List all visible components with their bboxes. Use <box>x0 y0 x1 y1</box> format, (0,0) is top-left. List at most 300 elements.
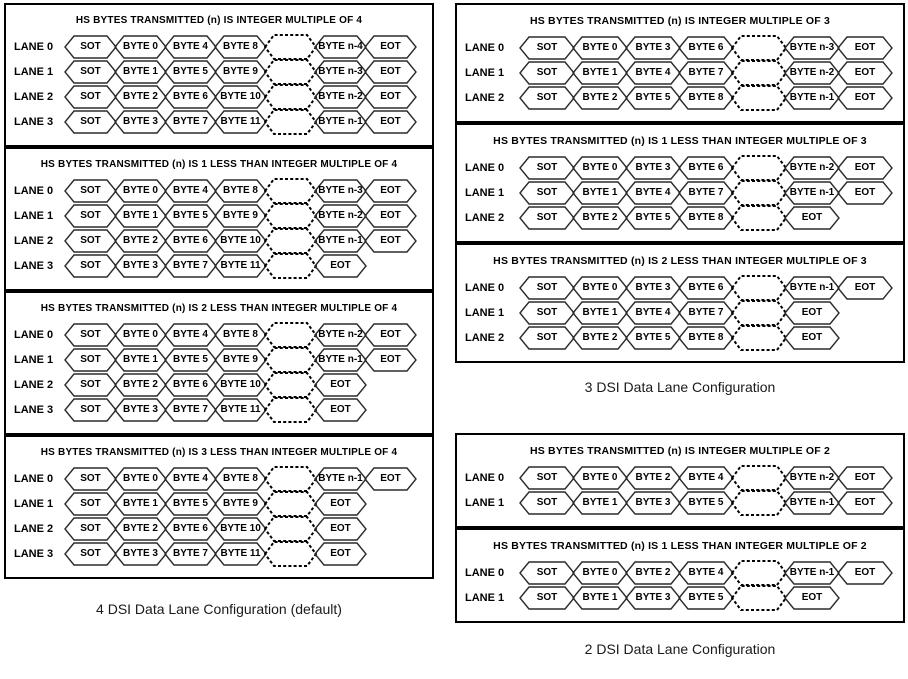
byte-cell <box>164 204 217 228</box>
eot-cell <box>364 85 417 109</box>
cell-label: BYTE 10 <box>220 379 261 390</box>
lane-cells <box>64 35 417 59</box>
cell-label: BYTE 3 <box>635 592 671 603</box>
sot-cell <box>64 204 117 228</box>
cell-label: BYTE 9 <box>222 66 258 77</box>
lane-cells <box>519 301 840 325</box>
cell-label: SOT <box>536 567 558 578</box>
group-caption: 3 DSI Data Lane Configuration <box>584 379 776 395</box>
lane-label: LANE 2 <box>465 211 505 224</box>
sot-cell <box>64 517 117 541</box>
gap-cell <box>731 586 787 610</box>
cell-label: BYTE n-1 <box>789 497 835 508</box>
byte-cell <box>678 586 734 610</box>
lane-label: LANE 0 <box>14 40 54 53</box>
cell-label: EOT <box>380 116 401 127</box>
gap-cell <box>731 61 787 85</box>
lane-cells <box>519 36 893 60</box>
cell-label: BYTE 1 <box>122 354 158 365</box>
cell-label: BYTE n-2 <box>318 329 363 340</box>
gap-cell <box>731 561 787 585</box>
lane-row <box>457 35 903 60</box>
lane-row <box>6 178 432 203</box>
lane-row <box>6 253 432 278</box>
cell-label <box>264 517 317 541</box>
cell-label: BYTE 4 <box>172 185 208 196</box>
cell-label: BYTE 6 <box>172 523 208 534</box>
cell-label: BYTE 4 <box>635 187 671 198</box>
cell-label: BYTE 2 <box>582 92 618 103</box>
cell-label: BYTE 2 <box>122 91 158 102</box>
gap-cell <box>264 398 317 422</box>
cell-label: SOT <box>80 260 101 271</box>
group-caption: 2 DSI Data Lane Configuration <box>584 641 776 657</box>
cell-label <box>731 301 787 325</box>
byte-cell <box>114 467 167 491</box>
cell-label: BYTE 2 <box>635 567 671 578</box>
byte-cell <box>164 110 217 134</box>
byte-cell <box>572 276 628 300</box>
cell-label: SOT <box>80 329 101 340</box>
byte-cell <box>572 561 628 585</box>
byte-cell <box>572 491 628 515</box>
lane-cells <box>64 229 417 253</box>
eot-cell <box>364 179 417 203</box>
cell-label: BYTE 3 <box>635 282 671 293</box>
cell-label <box>731 181 787 205</box>
cell-label: EOT <box>380 91 401 102</box>
cell-label: SOT <box>80 498 101 509</box>
cell-label: BYTE 0 <box>122 41 158 52</box>
byte-cell <box>678 276 734 300</box>
cell-label: BYTE 5 <box>172 498 208 509</box>
byte-cell <box>214 373 267 397</box>
lane-label: LANE 2 <box>465 91 505 104</box>
cell-label: EOT <box>380 329 401 340</box>
timing-panel <box>455 433 905 528</box>
lane-row <box>457 205 903 230</box>
eot-cell <box>364 467 417 491</box>
gap-cell <box>264 373 317 397</box>
cell-label: SOT <box>536 42 558 53</box>
byte-cell <box>678 61 734 85</box>
lane-cells <box>64 323 417 347</box>
gap-cell <box>264 348 317 372</box>
cell-label: BYTE 7 <box>172 548 208 559</box>
byte-cell <box>114 179 167 203</box>
panel-title: HS BYTES TRANSMITTED (n) IS INTEGER MULTIPLE OF 4 <box>75 15 363 26</box>
cell-label <box>264 542 317 566</box>
lane-cells <box>64 492 367 516</box>
cell-label: BYTE 6 <box>172 235 208 246</box>
cell-label <box>264 35 317 59</box>
byte-cell <box>314 110 367 134</box>
cell-label: EOT <box>380 185 401 196</box>
cell-label: SOT <box>536 67 558 78</box>
cell-label <box>264 467 317 491</box>
lane-cells <box>519 466 893 490</box>
panel-title: HS BYTES TRANSMITTED (n) IS INTEGER MULTIPLE OF 2 <box>529 445 831 457</box>
byte-cell <box>314 60 367 84</box>
lane-cells <box>64 110 417 134</box>
cell-label: BYTE n-4 <box>318 41 363 52</box>
lane-row <box>6 109 432 134</box>
gap-cell <box>264 542 317 566</box>
cell-label: BYTE 8 <box>688 332 724 343</box>
byte-cell <box>114 35 167 59</box>
lane-row <box>457 60 903 85</box>
byte-cell <box>164 373 217 397</box>
cell-label: EOT <box>380 41 401 52</box>
byte-cell <box>164 542 217 566</box>
cell-label: BYTE 1 <box>582 187 618 198</box>
column-4-lane-config <box>4 3 434 617</box>
byte-cell <box>572 301 628 325</box>
byte-cell <box>164 398 217 422</box>
cell-label <box>264 204 317 228</box>
cell-label: BYTE 0 <box>582 282 618 293</box>
lane-row <box>457 180 903 205</box>
byte-cell <box>114 110 167 134</box>
sot-cell <box>64 110 117 134</box>
eot-cell <box>314 517 367 541</box>
byte-cell <box>114 373 167 397</box>
cell-label: BYTE 4 <box>172 329 208 340</box>
lane-row <box>6 59 432 84</box>
cell-label: BYTE 8 <box>222 329 258 340</box>
lane-row <box>457 325 903 350</box>
cell-label: BYTE 2 <box>122 235 158 246</box>
lane-row <box>457 85 903 110</box>
cell-label: BYTE 4 <box>688 472 724 483</box>
cell-label: BYTE 2 <box>582 212 618 223</box>
byte-cell <box>214 60 267 84</box>
byte-cell <box>114 492 167 516</box>
lane-row <box>6 347 432 372</box>
byte-cell <box>625 86 681 110</box>
lane-cells <box>519 276 893 300</box>
cell-label: BYTE 8 <box>222 473 258 484</box>
cell-label: EOT <box>854 162 876 173</box>
byte-cell <box>114 204 167 228</box>
cell-label: EOT <box>330 379 351 390</box>
cell-label: BYTE 3 <box>635 42 671 53</box>
eot-cell <box>837 36 893 60</box>
byte-cell <box>164 35 217 59</box>
gap-cell <box>731 36 787 60</box>
byte-cell <box>314 229 367 253</box>
cell-label: BYTE 9 <box>222 498 258 509</box>
cell-label: BYTE 8 <box>688 92 724 103</box>
cell-label: BYTE 1 <box>582 592 618 603</box>
eot-cell <box>364 60 417 84</box>
byte-cell <box>114 254 167 278</box>
lane-cells <box>519 491 893 515</box>
lane-label: LANE 0 <box>465 471 505 484</box>
lane-label: LANE 0 <box>14 472 54 485</box>
cell-label: SOT <box>536 92 558 103</box>
lane-cells <box>519 61 893 85</box>
cell-label: BYTE 11 <box>220 548 261 559</box>
lane-label: LANE 3 <box>14 547 54 560</box>
cell-label: EOT <box>854 497 876 508</box>
cell-label: BYTE 0 <box>122 473 158 484</box>
cell-label: SOT <box>536 592 558 603</box>
byte-cell <box>784 276 840 300</box>
byte-cell <box>572 586 628 610</box>
gap-cell <box>731 301 787 325</box>
cell-label <box>731 326 787 350</box>
cell-label <box>731 491 787 515</box>
cell-label <box>731 586 787 610</box>
sot-cell <box>64 323 117 347</box>
cell-label: BYTE n-1 <box>789 187 835 198</box>
byte-cell <box>572 181 628 205</box>
cell-label: BYTE 5 <box>635 332 671 343</box>
cell-label: EOT <box>330 260 351 271</box>
sot-cell <box>64 179 117 203</box>
panel-title: HS BYTES TRANSMITTED (n) IS 1 LESS THAN INTEGER MULTIPLE OF 2 <box>493 540 867 552</box>
byte-cell <box>625 561 681 585</box>
byte-cell <box>214 85 267 109</box>
gap-cell <box>731 181 787 205</box>
byte-cell <box>164 254 217 278</box>
cell-label <box>731 36 787 60</box>
cell-label: SOT <box>536 472 558 483</box>
sot-cell <box>519 491 575 515</box>
gap-cell <box>264 204 317 228</box>
cell-label <box>264 110 317 134</box>
byte-cell <box>164 348 217 372</box>
sot-cell <box>519 61 575 85</box>
gap-cell <box>264 179 317 203</box>
cell-label: SOT <box>80 404 101 415</box>
lane-row <box>6 322 432 347</box>
byte-cell <box>214 35 267 59</box>
sot-cell <box>64 373 117 397</box>
sot-cell <box>64 60 117 84</box>
byte-cell <box>314 204 367 228</box>
cell-label: BYTE n-2 <box>318 91 363 102</box>
eot-cell <box>837 61 893 85</box>
sot-cell <box>519 301 575 325</box>
byte-cell <box>625 181 681 205</box>
eot-cell <box>364 348 417 372</box>
cell-label: BYTE 6 <box>688 282 724 293</box>
timing-panel <box>455 528 905 623</box>
byte-cell <box>572 466 628 490</box>
cell-label: BYTE n-2 <box>789 162 835 173</box>
byte-cell <box>625 491 681 515</box>
cell-label: BYTE 2 <box>122 379 158 390</box>
gap-cell <box>731 491 787 515</box>
cell-label: SOT <box>536 162 558 173</box>
lane-row <box>6 84 432 109</box>
eot-cell <box>364 204 417 228</box>
cell-label: BYTE 3 <box>122 404 158 415</box>
cell-label: BYTE 1 <box>582 307 618 318</box>
panel-title: HS BYTES TRANSMITTED (n) IS 1 LESS THAN INTEGER MULTIPLE OF 3 <box>493 135 867 147</box>
lane-label: LANE 0 <box>465 161 505 174</box>
byte-cell <box>214 467 267 491</box>
lane-label: LANE 2 <box>14 90 54 103</box>
byte-cell <box>164 179 217 203</box>
lane-row <box>457 275 903 300</box>
lane-row <box>457 585 903 610</box>
group-2-dsi-lanes <box>455 433 905 657</box>
byte-cell <box>314 467 367 491</box>
cell-label: EOT <box>854 282 876 293</box>
lane-row <box>457 490 903 515</box>
cell-label: BYTE n-1 <box>789 567 835 578</box>
cell-label: BYTE 5 <box>172 354 208 365</box>
cell-label: BYTE 0 <box>122 329 158 340</box>
cell-label: BYTE n-3 <box>789 42 835 53</box>
cell-label: SOT <box>536 307 558 318</box>
byte-cell <box>784 561 840 585</box>
cell-label: BYTE n-3 <box>318 66 363 77</box>
sot-cell <box>64 542 117 566</box>
cell-label <box>731 561 787 585</box>
timing-panel <box>4 291 434 435</box>
cell-label: BYTE 6 <box>688 42 724 53</box>
cell-label: EOT <box>380 473 401 484</box>
cell-label: BYTE 3 <box>122 260 158 271</box>
lane-cells <box>519 206 840 230</box>
cell-label: SOT <box>80 379 101 390</box>
gap-cell <box>264 254 317 278</box>
eot-cell <box>364 35 417 59</box>
byte-cell <box>678 301 734 325</box>
panel-title: HS BYTES TRANSMITTED (n) IS 2 LESS THAN INTEGER MULTIPLE OF 3 <box>493 255 867 267</box>
cell-label: BYTE 7 <box>172 116 208 127</box>
cell-label: BYTE 2 <box>582 332 618 343</box>
lane-label: LANE 2 <box>14 234 54 247</box>
sot-cell <box>519 36 575 60</box>
eot-cell <box>837 86 893 110</box>
cell-label: SOT <box>80 548 101 559</box>
lane-row <box>6 228 432 253</box>
sot-cell <box>64 467 117 491</box>
sot-cell <box>64 254 117 278</box>
cell-label: BYTE 0 <box>582 567 618 578</box>
byte-cell <box>678 36 734 60</box>
cell-label: BYTE 5 <box>172 210 208 221</box>
lane-label: LANE 0 <box>14 328 54 341</box>
cell-label: BYTE n-1 <box>318 235 363 246</box>
cell-label <box>731 61 787 85</box>
lane-row <box>457 560 903 585</box>
cell-label: EOT <box>330 498 351 509</box>
lane-row <box>6 541 432 566</box>
gap-cell <box>264 467 317 491</box>
byte-cell <box>314 323 367 347</box>
eot-cell <box>364 229 417 253</box>
lane-cells <box>519 181 893 205</box>
timing-panel <box>4 3 434 147</box>
cell-label <box>731 276 787 300</box>
lane-cells <box>64 542 367 566</box>
panel-title: HS BYTES TRANSMITTED (n) IS 3 LESS THAN INTEGER MULTIPLE OF 4 <box>40 447 398 458</box>
cell-label: SOT <box>80 235 101 246</box>
gap-cell <box>731 156 787 180</box>
cell-label <box>264 85 317 109</box>
cell-label <box>264 348 317 372</box>
timing-panel <box>455 123 905 243</box>
eot-cell <box>314 398 367 422</box>
eot-cell <box>837 466 893 490</box>
cell-label: EOT <box>801 592 823 603</box>
byte-cell <box>625 326 681 350</box>
cell-label: BYTE 7 <box>688 187 724 198</box>
byte-cell <box>784 491 840 515</box>
cell-label: BYTE n-1 <box>318 473 363 484</box>
sot-cell <box>64 348 117 372</box>
lane-cells <box>64 179 417 203</box>
cell-label: SOT <box>80 116 101 127</box>
lane-label: LANE 1 <box>465 66 505 79</box>
byte-cell <box>678 326 734 350</box>
lane-row <box>457 300 903 325</box>
group-caption: 4 DSI Data Lane Configuration (default) <box>96 601 342 617</box>
eot-cell <box>364 110 417 134</box>
lane-row <box>6 491 432 516</box>
byte-cell <box>114 348 167 372</box>
lane-cells <box>519 561 893 585</box>
byte-cell <box>164 467 217 491</box>
lane-label: LANE 1 <box>465 306 505 319</box>
eot-cell <box>364 323 417 347</box>
cell-label: BYTE 3 <box>122 548 158 559</box>
lane-label: LANE 0 <box>14 184 54 197</box>
cell-label: SOT <box>536 332 558 343</box>
byte-cell <box>214 492 267 516</box>
panel-title: HS BYTES TRANSMITTED (n) IS INTEGER MULTIPLE OF 3 <box>529 15 831 27</box>
eot-cell <box>837 156 893 180</box>
gap-cell <box>264 492 317 516</box>
cell-label: EOT <box>380 210 401 221</box>
gap-cell <box>731 86 787 110</box>
lane-label: LANE 1 <box>14 353 54 366</box>
byte-cell <box>114 398 167 422</box>
byte-cell <box>625 301 681 325</box>
byte-cell <box>784 36 840 60</box>
byte-cell <box>164 229 217 253</box>
eot-cell <box>314 542 367 566</box>
cell-label: EOT <box>854 67 876 78</box>
cell-label: BYTE 7 <box>688 307 724 318</box>
lane-label: LANE 1 <box>14 209 54 222</box>
cell-label: BYTE 10 <box>220 235 261 246</box>
cell-label: BYTE 4 <box>635 307 671 318</box>
byte-cell <box>164 323 217 347</box>
lane-cells <box>64 398 367 422</box>
byte-cell <box>164 517 217 541</box>
cell-label: BYTE 5 <box>688 592 724 603</box>
byte-cell <box>114 517 167 541</box>
byte-cell <box>214 348 267 372</box>
cell-label: BYTE 3 <box>635 497 671 508</box>
byte-cell <box>572 326 628 350</box>
cell-label: BYTE 4 <box>635 67 671 78</box>
cell-label: BYTE 8 <box>688 212 724 223</box>
sot-cell <box>519 156 575 180</box>
cell-label: BYTE 3 <box>635 162 671 173</box>
cell-label: BYTE n-1 <box>318 116 363 127</box>
byte-cell <box>572 86 628 110</box>
cell-label: BYTE n-1 <box>789 282 835 293</box>
cell-label <box>264 373 317 397</box>
